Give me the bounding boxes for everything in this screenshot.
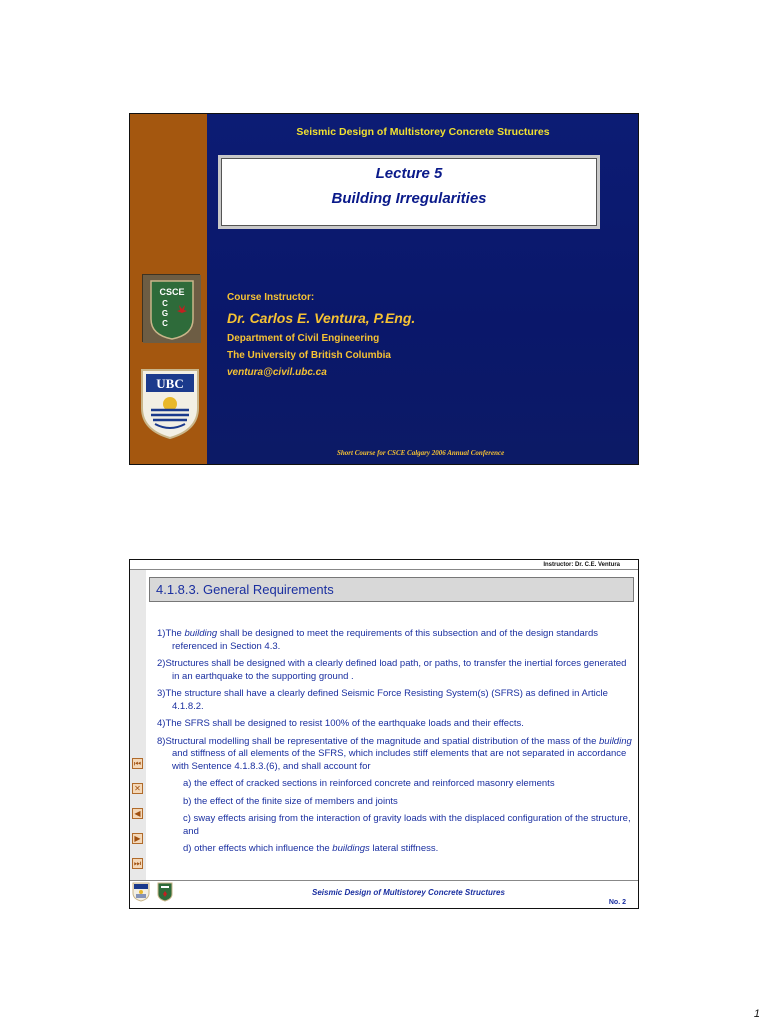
department: Department of Civil Engineering [227,333,380,344]
item-text: b) the effect of the finite size of members and joints [183,795,398,807]
instructor-tag: Instructor: Dr. C.E. Ventura [543,562,620,568]
lecture-title-box [218,155,600,229]
sub-list-item [157,843,635,856]
item-emphasis: building [184,628,218,639]
page-number: 1 [753,1008,760,1020]
lecture-number: Lecture 5 [375,165,443,182]
instructor-label: Course Instructor: [227,292,315,303]
list-item [157,736,635,774]
slide-nav [132,758,144,883]
item-text: a) the effect of cracked sections in reinforced concrete and reinforced masonry elements [183,778,555,789]
csce-logo [142,274,200,342]
item-text: shall be designed to meet the requirements of this subsection and of the design standards referenced in Section 4.3. [172,628,598,652]
csce-logo-title: CSCE [159,287,185,297]
last-slide-icon[interactable]: ⏭ [133,859,142,868]
item-text: 2)Structures shall be designed with a clearly defined load path, or paths, to transfer the inertial forces generated in an earthquake to the supporting ground . [157,658,627,682]
list-item [157,628,635,653]
top-divider [130,569,638,570]
list-item [157,718,635,731]
lecture-topic: Building Irregularities [331,190,487,207]
section-heading: 4.1.8.3. General Requirements [149,577,634,602]
item-text: lateral stiffness. [369,843,439,854]
item-text: and stiffness of all elements of the SFRS, which includes stiff elements that are not separated in accordance with Sentence 4.1.8.3.(6), and shall account for [172,748,627,772]
instructor-name: Dr. Carlos E. Ventura, P.Eng. [227,310,416,326]
sub-list-item [157,796,635,809]
close-icon[interactable]: ✕ [132,783,143,794]
csce-logo-letter: C [162,299,168,308]
item-text: 8)Structural modelling shall be representative of the magnitude and spatial distribution of the mass of the [157,735,600,747]
item-text: 1)The [157,628,185,639]
sub-list-item [157,778,635,791]
item-text: d) other effects which influence the [183,843,333,854]
csce-mini-logo [157,882,173,902]
course-title: Seismic Design of Multistorey Concrete Structures [296,126,550,138]
item-emphasis: building [599,735,632,747]
footer-course-title: Seismic Design of Multistorey Concrete Structures [312,888,505,897]
conference-note: Short Course for CSCE Calgary 2006 Annual Conference [337,449,505,457]
ubc-logo-text: UBC [156,376,184,391]
lecture-title-inner [221,158,597,226]
item-text: 4)The SFRS shall be designed to resist 100% of the earthquake loads and their effects. [157,718,524,729]
requirements-list [157,628,635,861]
next-icon[interactable]: ▶ [132,833,143,844]
title-slide [129,113,639,465]
csce-logo-letter: G [161,309,169,318]
item-text: 3)The structure shall have a clearly defined Seismic Force Resisting System(s) (SFRS) as defined in Article 4.1.8.2. [157,688,608,712]
instructor-email[interactable]: ventura@civil.ubc.ca [227,367,327,378]
slide-number: No. 2 [608,899,626,906]
item-text: c) sway effects arising from the interaction of gravity loads with the displaced configuration of the structure, and [183,813,631,837]
bottom-divider [130,880,638,881]
list-item [157,688,635,713]
sub-list-item [157,813,635,838]
previous-icon[interactable]: ◀ [132,808,143,819]
ubc-crest-logo [139,368,201,440]
item-emphasis: buildings [332,843,370,854]
university: The University of British Columbia [227,350,391,361]
ubc-mini-logo [132,882,150,902]
content-slide [129,559,639,909]
first-slide-icon[interactable]: ⏮ [133,759,142,768]
csce-logo-letter: C [162,319,168,328]
list-item [157,658,635,683]
